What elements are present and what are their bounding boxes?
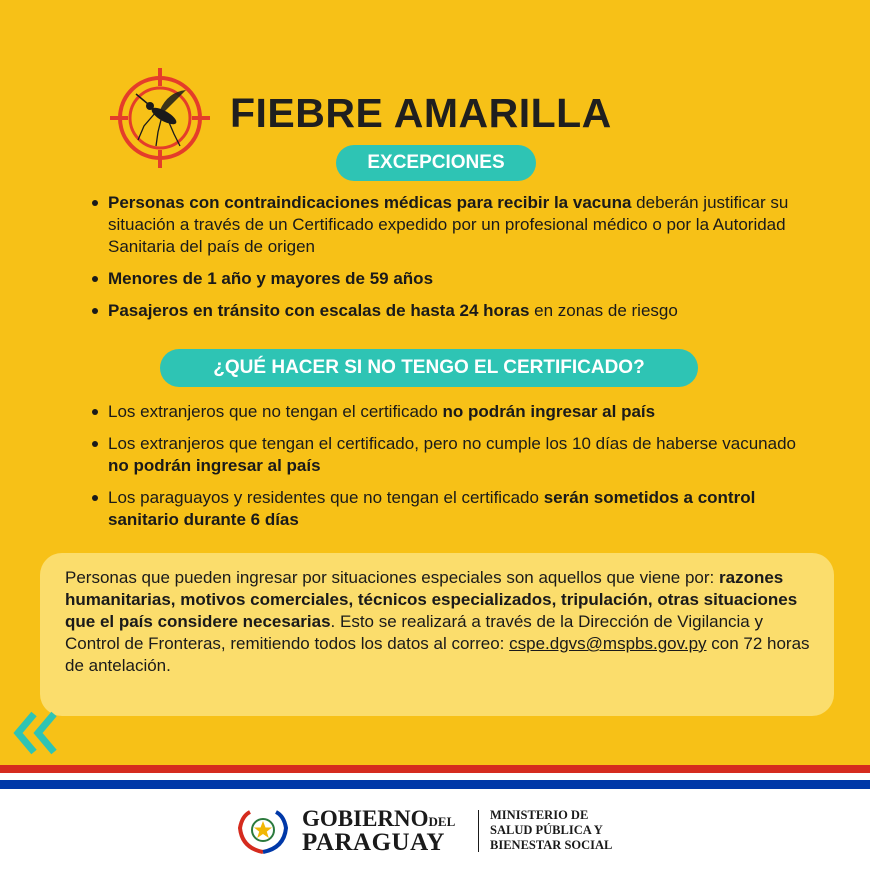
note-text: Personas que pueden ingresar por situaciones especiales son aquellos que viene por: — [65, 568, 719, 587]
paraguay-wordmark: PARAGUAY — [302, 829, 445, 856]
item-bold: Menores de 1 año y mayores de 59 años — [108, 269, 434, 288]
special-situations-note — [40, 553, 834, 716]
logo-divider — [478, 810, 479, 852]
government-seal-icon — [236, 806, 290, 856]
item-text: Los extranjeros que tengan el certificado, pero no cumple los 10 días de haberse vacunado — [108, 434, 797, 453]
item-bold: no podrán ingresar al país — [442, 402, 656, 421]
list-item — [88, 192, 818, 258]
list-item — [88, 300, 818, 322]
ministry-line: MINISTERIO DE — [490, 808, 589, 822]
item-text: deberán justificar su situación a través de un Certificado expedido por un profesional médico o por la Autoridad Sanitaria del país de origen — [108, 193, 789, 256]
note-bold: razones humanitarias, motivos comerciales, técnicos especializados, tripulación, otras situaciones que el país considere necesarias — [65, 568, 798, 631]
section-pill-excepciones: EXCEPCIONES — [336, 145, 536, 181]
gobierno-text: GOBIERNO — [302, 806, 429, 831]
item-bold: serán sometidos a control sanitario durante 6 días — [108, 488, 756, 529]
flag-stripe-white — [0, 773, 870, 780]
item-bold: Personas con contraindicaciones médicas para recibir la vacuna — [108, 193, 632, 212]
list-item — [88, 268, 818, 290]
double-chevron-left-icon — [10, 708, 62, 758]
mosquito-target-icon — [108, 66, 212, 170]
exceptions-list — [88, 192, 818, 322]
item-bold: Pasajeros en tránsito con escalas de hasta 24 horas — [108, 301, 530, 320]
item-text: en zonas de riesgo — [529, 301, 678, 320]
note-text: con 72 horas de antelación. — [65, 634, 810, 675]
email-link[interactable]: cspe.dgvs@mspbs.gov.py — [509, 634, 707, 653]
item-text: Los extranjeros que no tengan el certificado — [108, 402, 443, 421]
item-bold: no podrán ingresar al país — [108, 456, 321, 475]
flag-stripe-blue — [0, 780, 870, 789]
flag-stripe-red — [0, 765, 870, 773]
item-text: Los paraguayos y residentes que no tengan el certificado — [108, 488, 544, 507]
list-item — [88, 433, 818, 477]
del-text: DEL — [428, 814, 456, 829]
note-text: . Esto se realizará a través de la Dirección de Vigilancia y Control de Fronteras, remitiendo todos los datos al correo: — [65, 612, 763, 653]
section-pill-no-certificate: ¿QUÉ HACER SI NO TENGO EL CERTIFICADO? — [160, 349, 698, 387]
no-certificate-list — [88, 401, 818, 541]
ministry-line: SALUD PÚBLICA Y — [490, 823, 603, 837]
list-item — [88, 487, 818, 531]
list-item — [88, 401, 818, 423]
ministry-line: BIENESTAR SOCIAL — [490, 838, 613, 852]
page-title: FIEBRE AMARILLA — [230, 90, 612, 136]
